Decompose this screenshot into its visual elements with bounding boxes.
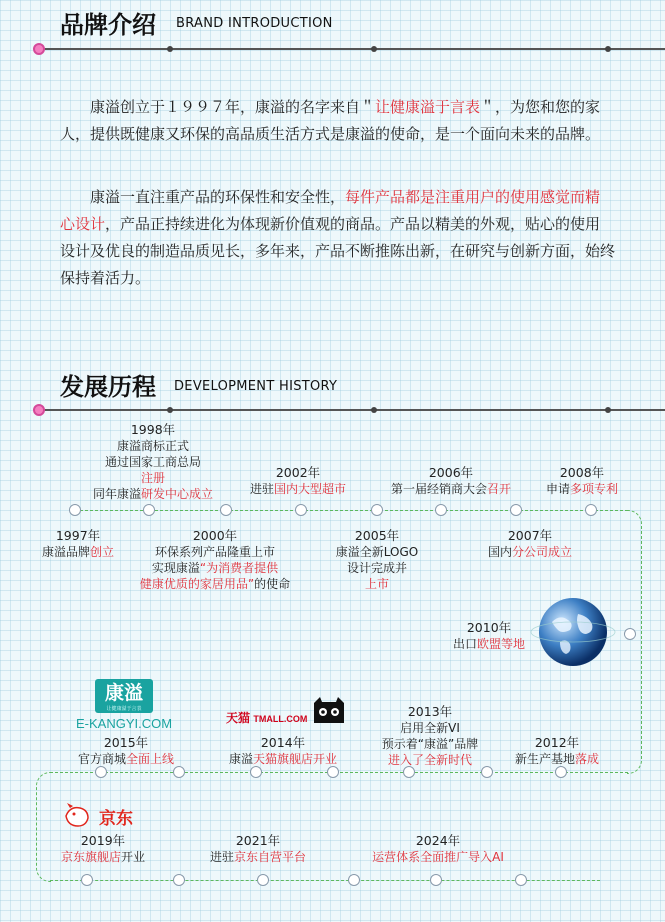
- event-2005: 2005年 康溢全新LOGO 设计完成并 上市: [335, 528, 419, 591]
- event-2014: 2014年 康溢天猫旗舰店开业: [228, 735, 338, 766]
- divider-dot: [167, 46, 173, 52]
- timeline-node: [348, 874, 360, 886]
- history-title-en: DEVELOPMENT HISTORY: [174, 379, 338, 394]
- timeline-node: [95, 766, 107, 778]
- brand-paragraph-2: 康溢一直注重产品的环保性和安全性，每件产品都是注重用户的使用感觉而精心设计，产品正持续进化为体现新价值观的商品。产品以精美的外观，贴心的使用设计及优良的制造品质见长，多年来，产品不断推陈出新，在研究与创新方面，始终保持着活力。: [60, 188, 616, 287]
- timeline-curve-right: [627, 510, 642, 774]
- timeline-node: [371, 504, 383, 516]
- event-2007: 2007年 国内分公司成立: [487, 528, 573, 559]
- timeline-node: [69, 504, 81, 516]
- timeline-node: [250, 766, 262, 778]
- event-1997: 1997年 康溢品牌创立: [41, 528, 115, 559]
- event-2006: 2006年 第一届经销商大会召开: [390, 465, 512, 496]
- timeline-node: [430, 874, 442, 886]
- divider-dot: [167, 407, 173, 413]
- brand-paragraph-1: 康溢创立于１９９７年，康溢的名字来自＂让健康溢于言表＂，为您和您的家人，提供既健康又环保的高品质生活方式是康溢的使命，是一个面向未来的品牌。: [60, 98, 601, 143]
- timeline-node: [515, 874, 527, 886]
- timeline-node: [143, 504, 155, 516]
- event-2019: 2019年 京东旗舰店开业: [60, 833, 146, 864]
- event-2015: 2015年 官方商城全面上线: [77, 735, 175, 766]
- timeline-node: [327, 766, 339, 778]
- jd-logo-text: 京东: [99, 809, 133, 829]
- divider-dot: [605, 46, 611, 52]
- tmall-logo: 天猫 TMALL.COM: [226, 711, 308, 725]
- event-2010: 2010年 出口欧盟等地: [452, 620, 526, 651]
- event-2012: 2012年 新生产基地落成: [514, 735, 600, 766]
- event-2002: 2002年 进驻国内大型超市: [249, 465, 347, 496]
- brand-pink-dot: [33, 43, 45, 55]
- brand-title-cn: 品牌介绍: [60, 11, 156, 39]
- event-2008: 2008年 申请多项专利: [545, 465, 619, 496]
- event-2000: 2000年 环保系列产品隆重上市 实现康溢“为消费者提供 健康优质的家居用品”的使命: [139, 528, 291, 591]
- event-2013: 2013年 启用全新VI 预示着“康溢”品牌 进入了全新时代: [381, 704, 479, 767]
- timeline-node: [81, 874, 93, 886]
- timeline-line-2: [50, 772, 628, 773]
- divider-dot: [371, 46, 377, 52]
- globe-icon: [530, 592, 616, 672]
- divider-dot: [605, 407, 611, 413]
- event-2024: 2024年 运营体系全面推广导入AI: [372, 833, 504, 864]
- timeline-node: [555, 766, 567, 778]
- timeline-node: [435, 504, 447, 516]
- history-title-cn: 发展历程: [60, 373, 156, 401]
- timeline-node: [624, 628, 636, 640]
- timeline-curve-left: [36, 772, 51, 882]
- timeline-node: [585, 504, 597, 516]
- brand-divider: [44, 48, 665, 50]
- brand-title-en: BRAND INTRODUCTION: [176, 16, 333, 31]
- tmall-cat-icon: [312, 697, 346, 725]
- timeline-line-1: [75, 510, 628, 511]
- timeline-node: [173, 766, 185, 778]
- ekangyi-logo-text: E-KANGYI.COM: [76, 716, 173, 731]
- event-2021: 2021年 进驻京东自营平台: [209, 833, 307, 864]
- timeline-node: [295, 504, 307, 516]
- history-pink-dot: [33, 404, 45, 416]
- timeline-node: [173, 874, 185, 886]
- event-1998: 1998年 康溢商标正式 通过国家工商总局 注册 同年康溢研发中心成立: [92, 422, 214, 501]
- timeline-node: [510, 504, 522, 516]
- kangyi-logo: 康溢 让健康溢于言表: [95, 679, 153, 713]
- divider-dot: [371, 407, 377, 413]
- timeline-node: [257, 874, 269, 886]
- history-divider: [44, 409, 665, 411]
- timeline-node: [220, 504, 232, 516]
